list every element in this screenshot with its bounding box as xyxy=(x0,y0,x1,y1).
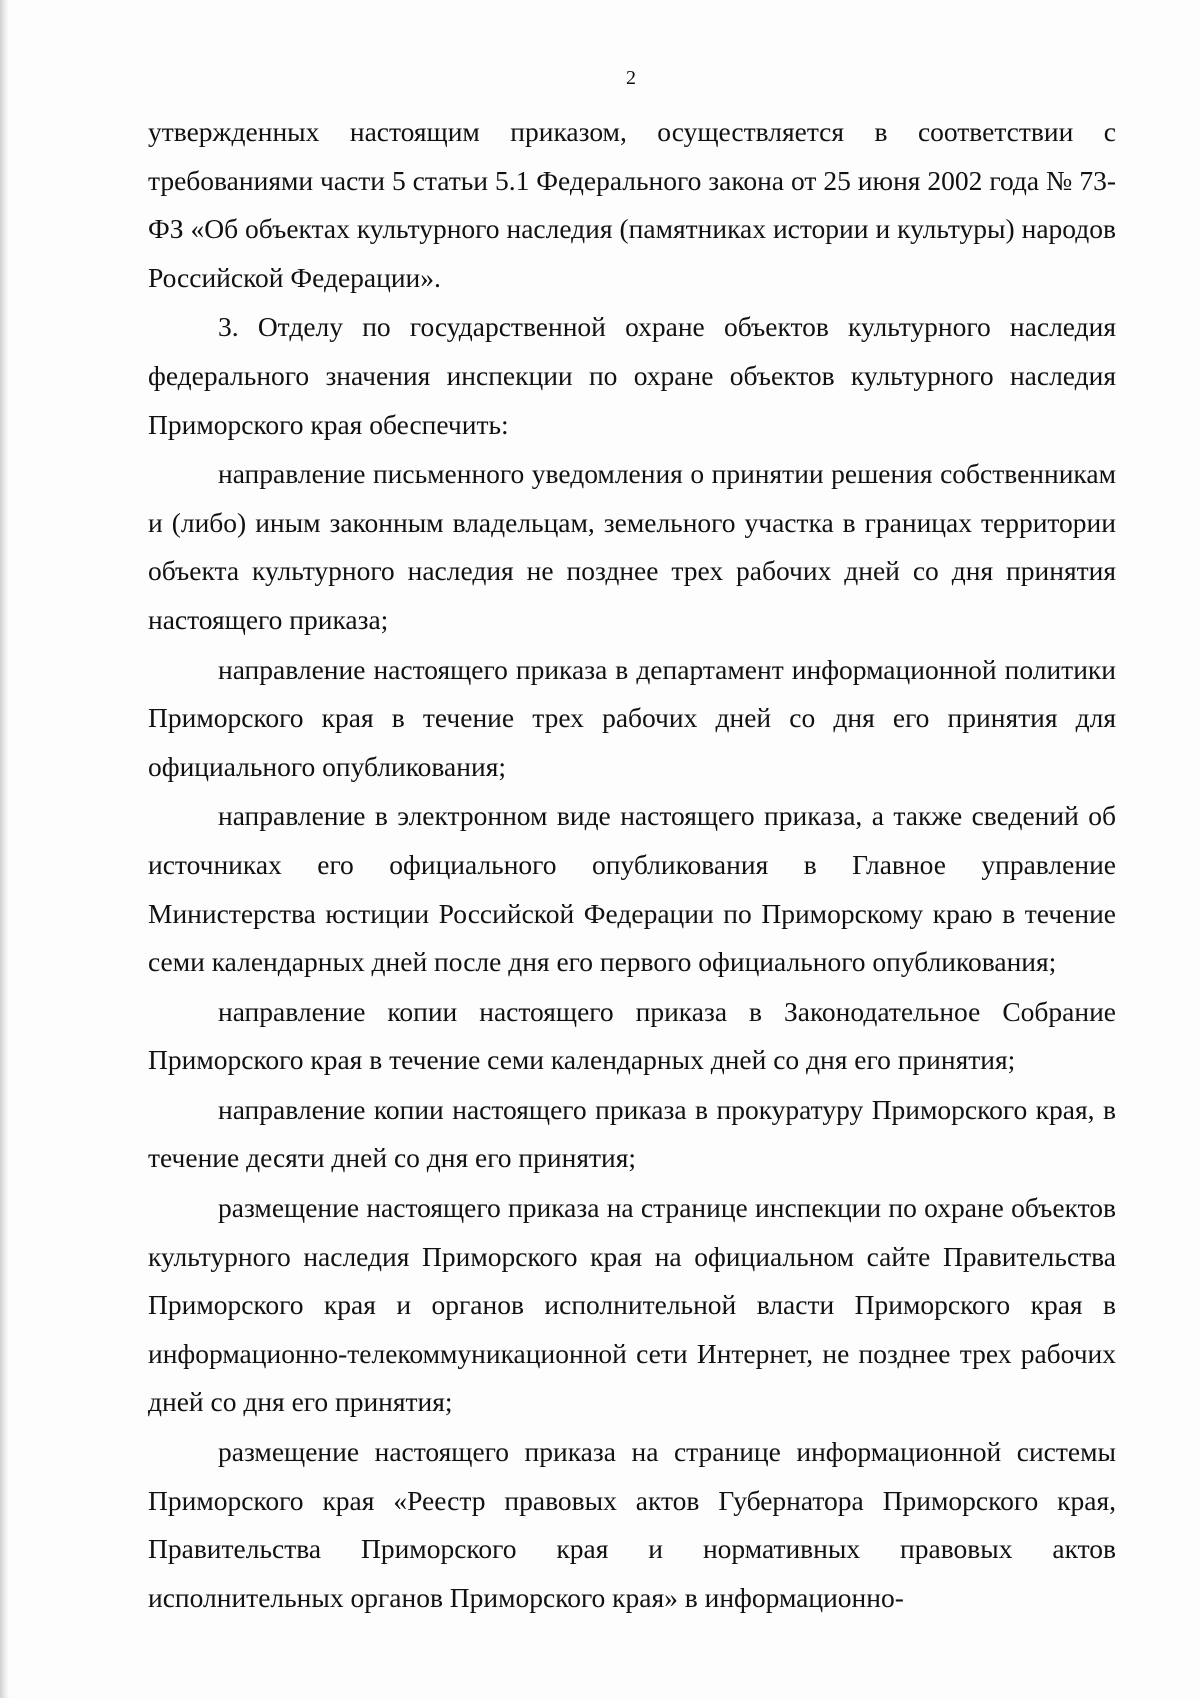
page-edge xyxy=(0,0,9,1698)
paragraph-written-notice: направление письменного уведомления о принятии решения собственникам и (либо) иным законным владельцам, земельного участка в границах территории объекта культурного наследия не позднее трех рабочих дней со дня принятия настоящего приказа; xyxy=(148,458,1116,635)
page-number: 2 xyxy=(626,67,636,89)
paragraph-registry-publication: размещение настоящего приказа на странице информационной системы Приморского края «Реестр правовых актов Губернатора Приморского края, Правительства Приморского края и нормативных правовых актов исполнительных органов Приморского края» в информационно- xyxy=(148,1436,1116,1613)
paragraph-information-policy: направление настоящего приказа в департамент информационной политики Приморского края в течение трех рабочих дней со дня его принятия для официального опубликования; xyxy=(148,653,1116,782)
paragraph-legislative-assembly: направление копии настоящего приказа в Законодательное Собрание Приморского края в течение семи календарных дней со дня его принятия; xyxy=(148,995,1116,1076)
paragraph-ministry-of-justice: направление в электронном виде настоящего приказа, а также сведений об источниках его официального опубликования в Главное управление Министерства юстиции Российской Федерации по Приморскому краю в течение семи календарных дней после дня его первого официального опубликования; xyxy=(148,800,1116,978)
paragraph-item-3: 3. Отделу по государственной охране объектов культурного наследия федерального значения инспекции по охране объектов культурного наследия Приморского края обеспечить: xyxy=(148,311,1116,440)
paragraph-prosecutor: направление копии настоящего приказа в прокуратуру Приморского края, в течение десяти дней со дня его принятия; xyxy=(148,1093,1116,1174)
paragraph-continuation: утвержденных настоящим приказом, осуществляется в соответствии с требованиями части 5 статьи 5.1 Федерального закона от 25 июня 2002 года № 73-ФЗ «Об объектах культурного наследия (памятниках истории и культуры) народов Российской Федерации». xyxy=(148,116,1116,293)
paragraph-website-publication: размещение настоящего приказа на странице инспекции по охране объектов культурного наследия Приморского края на официальном сайте Правительства Приморского края и органов исполнительной власти Приморского края в информационно-телекоммуникационной сети Интернет, не позднее трех рабочих дней со дня его принятия; xyxy=(148,1192,1116,1418)
document-body xyxy=(148,108,1116,1622)
